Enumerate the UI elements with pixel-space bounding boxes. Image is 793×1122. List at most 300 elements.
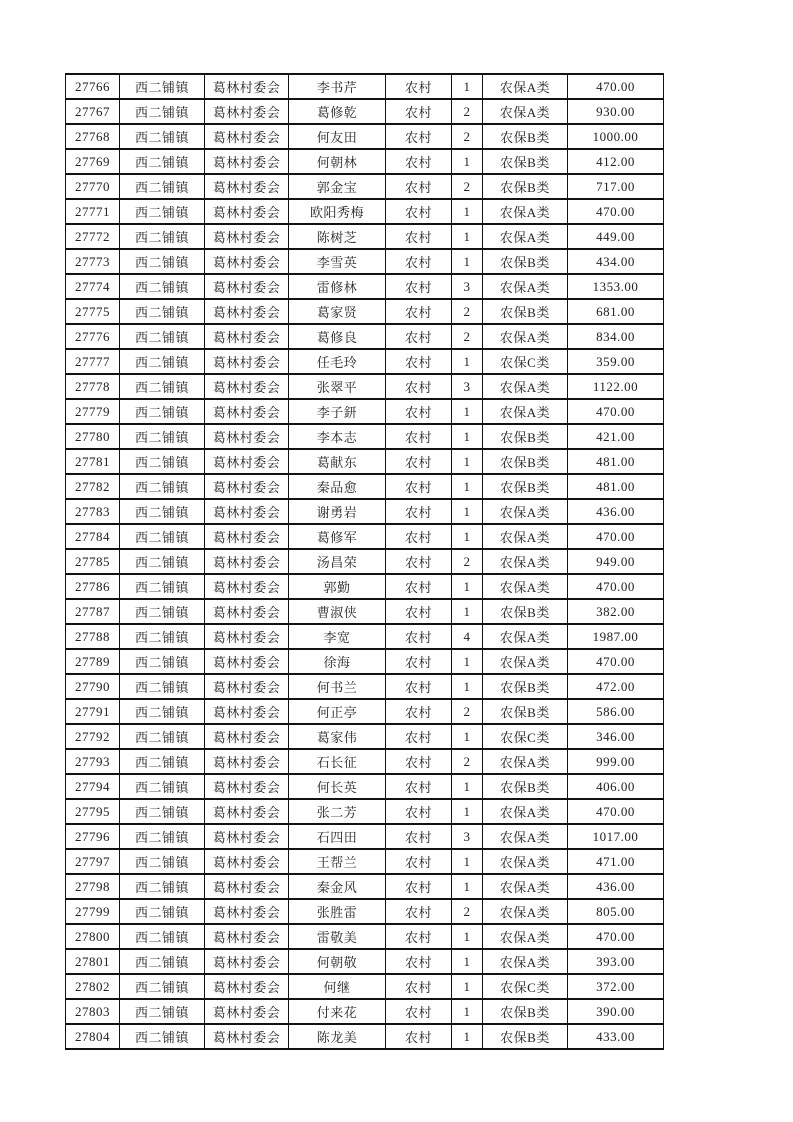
- table-row: [66, 449, 664, 474]
- table-row: [66, 174, 664, 199]
- cell-residence-type: 农村: [386, 874, 452, 899]
- cell-amount: 470.00: [568, 799, 664, 824]
- cell-town: 西二铺镇: [120, 274, 205, 299]
- cell-person-count: 1: [452, 799, 483, 824]
- cell-person-count: 1: [452, 524, 483, 549]
- cell-amount: 346.00: [568, 724, 664, 749]
- cell-insurance-category: 农保A类: [483, 499, 568, 524]
- cell-insurance-category: 农保A类: [483, 824, 568, 849]
- table-row: [66, 899, 664, 924]
- cell-village-committee: 葛林村委会: [205, 374, 289, 399]
- cell-town: 西二铺镇: [120, 549, 205, 574]
- cell-village-committee: 葛林村委会: [205, 649, 289, 674]
- cell-village-committee: 葛林村委会: [205, 299, 289, 324]
- cell-person-name: 郭勤: [289, 574, 386, 599]
- table-body: [66, 74, 664, 1049]
- cell-person-name: 何朝敬: [289, 949, 386, 974]
- cell-person-count: 1: [452, 199, 483, 224]
- cell-amount: 949.00: [568, 549, 664, 574]
- table-row: [66, 724, 664, 749]
- table-row: [66, 674, 664, 699]
- cell-person-name: 石四田: [289, 824, 386, 849]
- cell-village-committee: 葛林村委会: [205, 849, 289, 874]
- cell-residence-type: 农村: [386, 324, 452, 349]
- cell-town: 西二铺镇: [120, 699, 205, 724]
- cell-person-count: 1: [452, 224, 483, 249]
- cell-person-count: 1: [452, 924, 483, 949]
- cell-village-committee: 葛林村委会: [205, 74, 289, 99]
- cell-person-count: 2: [452, 749, 483, 774]
- cell-town: 西二铺镇: [120, 899, 205, 924]
- cell-person-count: 2: [452, 299, 483, 324]
- cell-person-name: 何友田: [289, 124, 386, 149]
- cell-insurance-category: 农保A类: [483, 324, 568, 349]
- cell-village-committee: 葛林村委会: [205, 249, 289, 274]
- cell-town: 西二铺镇: [120, 774, 205, 799]
- cell-amount: 1122.00: [568, 374, 664, 399]
- cell-residence-type: 农村: [386, 949, 452, 974]
- cell-person-name: 张胜雷: [289, 899, 386, 924]
- subsidy-table: [65, 73, 664, 1050]
- cell-amount: 1000.00: [568, 124, 664, 149]
- cell-village-committee: 葛林村委会: [205, 824, 289, 849]
- cell-village-committee: 葛林村委会: [205, 624, 289, 649]
- cell-serial-number: 27795: [66, 799, 120, 824]
- cell-insurance-category: 农保B类: [483, 149, 568, 174]
- cell-insurance-category: 农保B类: [483, 774, 568, 799]
- cell-person-count: 1: [452, 724, 483, 749]
- cell-person-name: 雷敬美: [289, 924, 386, 949]
- cell-village-committee: 葛林村委会: [205, 174, 289, 199]
- cell-person-count: 1: [452, 149, 483, 174]
- cell-village-committee: 葛林村委会: [205, 724, 289, 749]
- table-row: [66, 574, 664, 599]
- cell-insurance-category: 农保C类: [483, 974, 568, 999]
- table-row: [66, 849, 664, 874]
- cell-person-count: 1: [452, 974, 483, 999]
- cell-residence-type: 农村: [386, 749, 452, 774]
- cell-village-committee: 葛林村委会: [205, 899, 289, 924]
- table-row: [66, 699, 664, 724]
- cell-person-count: 1: [452, 474, 483, 499]
- cell-town: 西二铺镇: [120, 449, 205, 474]
- cell-person-name: 张二芳: [289, 799, 386, 824]
- cell-person-name: 任毛玲: [289, 349, 386, 374]
- cell-amount: 1353.00: [568, 274, 664, 299]
- table-row: [66, 224, 664, 249]
- cell-person-count: 1: [452, 499, 483, 524]
- table-row: [66, 124, 664, 149]
- table-row: [66, 99, 664, 124]
- cell-amount: 449.00: [568, 224, 664, 249]
- cell-residence-type: 农村: [386, 699, 452, 724]
- cell-serial-number: 27799: [66, 899, 120, 924]
- cell-residence-type: 农村: [386, 549, 452, 574]
- cell-serial-number: 27781: [66, 449, 120, 474]
- cell-insurance-category: 农保B类: [483, 174, 568, 199]
- cell-town: 西二铺镇: [120, 149, 205, 174]
- cell-residence-type: 农村: [386, 124, 452, 149]
- cell-insurance-category: 农保B类: [483, 599, 568, 624]
- cell-residence-type: 农村: [386, 674, 452, 699]
- table-row: [66, 399, 664, 424]
- cell-person-name: 谢勇岩: [289, 499, 386, 524]
- cell-serial-number: 27792: [66, 724, 120, 749]
- cell-serial-number: 27772: [66, 224, 120, 249]
- cell-village-committee: 葛林村委会: [205, 599, 289, 624]
- cell-amount: 481.00: [568, 449, 664, 474]
- cell-insurance-category: 农保B类: [483, 674, 568, 699]
- table-row: [66, 324, 664, 349]
- cell-insurance-category: 农保B类: [483, 699, 568, 724]
- cell-village-committee: 葛林村委会: [205, 799, 289, 824]
- cell-residence-type: 农村: [386, 774, 452, 799]
- cell-residence-type: 农村: [386, 174, 452, 199]
- cell-town: 西二铺镇: [120, 874, 205, 899]
- cell-person-name: 李子鈃: [289, 399, 386, 424]
- cell-person-count: 2: [452, 324, 483, 349]
- table-row: [66, 349, 664, 374]
- cell-serial-number: 27768: [66, 124, 120, 149]
- cell-residence-type: 农村: [386, 474, 452, 499]
- cell-serial-number: 27783: [66, 499, 120, 524]
- cell-amount: 681.00: [568, 299, 664, 324]
- cell-person-name: 张翠平: [289, 374, 386, 399]
- cell-amount: 1987.00: [568, 624, 664, 649]
- cell-serial-number: 27788: [66, 624, 120, 649]
- cell-insurance-category: 农保A类: [483, 799, 568, 824]
- cell-amount: 470.00: [568, 399, 664, 424]
- cell-person-name: 何正亭: [289, 699, 386, 724]
- cell-person-name: 陈龙美: [289, 1024, 386, 1049]
- cell-residence-type: 农村: [386, 299, 452, 324]
- cell-person-count: 4: [452, 624, 483, 649]
- cell-person-name: 葛修良: [289, 324, 386, 349]
- cell-insurance-category: 农保A类: [483, 874, 568, 899]
- cell-insurance-category: 农保A类: [483, 749, 568, 774]
- cell-insurance-category: 农保A类: [483, 274, 568, 299]
- table-row: [66, 1024, 664, 1049]
- table-row: [66, 199, 664, 224]
- cell-town: 西二铺镇: [120, 399, 205, 424]
- cell-serial-number: 27775: [66, 299, 120, 324]
- cell-village-committee: 葛林村委会: [205, 149, 289, 174]
- cell-serial-number: 27774: [66, 274, 120, 299]
- cell-serial-number: 27789: [66, 649, 120, 674]
- table-row: [66, 924, 664, 949]
- cell-serial-number: 27800: [66, 924, 120, 949]
- cell-residence-type: 农村: [386, 899, 452, 924]
- cell-town: 西二铺镇: [120, 624, 205, 649]
- cell-residence-type: 农村: [386, 449, 452, 474]
- table-row: [66, 249, 664, 274]
- cell-village-committee: 葛林村委会: [205, 324, 289, 349]
- cell-residence-type: 农村: [386, 374, 452, 399]
- cell-village-committee: 葛林村委会: [205, 974, 289, 999]
- cell-residence-type: 农村: [386, 724, 452, 749]
- cell-serial-number: 27793: [66, 749, 120, 774]
- cell-village-committee: 葛林村委会: [205, 499, 289, 524]
- cell-amount: 586.00: [568, 699, 664, 724]
- cell-serial-number: 27767: [66, 99, 120, 124]
- cell-amount: 406.00: [568, 774, 664, 799]
- cell-residence-type: 农村: [386, 499, 452, 524]
- cell-insurance-category: 农保A类: [483, 624, 568, 649]
- cell-amount: 434.00: [568, 249, 664, 274]
- cell-insurance-category: 农保A类: [483, 574, 568, 599]
- cell-amount: 930.00: [568, 99, 664, 124]
- cell-insurance-category: 农保A类: [483, 949, 568, 974]
- cell-village-committee: 葛林村委会: [205, 124, 289, 149]
- cell-insurance-category: 农保B类: [483, 299, 568, 324]
- table-row: [66, 374, 664, 399]
- cell-person-name: 石长征: [289, 749, 386, 774]
- table-row: [66, 499, 664, 524]
- cell-serial-number: 27796: [66, 824, 120, 849]
- table-row: [66, 424, 664, 449]
- cell-residence-type: 农村: [386, 649, 452, 674]
- cell-serial-number: 27803: [66, 999, 120, 1024]
- cell-town: 西二铺镇: [120, 599, 205, 624]
- cell-amount: 805.00: [568, 899, 664, 924]
- cell-person-name: 李宽: [289, 624, 386, 649]
- cell-serial-number: 27776: [66, 324, 120, 349]
- cell-serial-number: 27780: [66, 424, 120, 449]
- cell-person-name: 李雪英: [289, 249, 386, 274]
- cell-person-name: 李本志: [289, 424, 386, 449]
- cell-person-name: 葛家伟: [289, 724, 386, 749]
- cell-residence-type: 农村: [386, 424, 452, 449]
- cell-insurance-category: 农保A类: [483, 924, 568, 949]
- cell-residence-type: 农村: [386, 924, 452, 949]
- cell-person-name: 何长英: [289, 774, 386, 799]
- cell-person-count: 1: [452, 849, 483, 874]
- table-row: [66, 949, 664, 974]
- cell-person-name: 徐海: [289, 649, 386, 674]
- cell-person-count: 3: [452, 274, 483, 299]
- cell-town: 西二铺镇: [120, 324, 205, 349]
- cell-amount: 471.00: [568, 849, 664, 874]
- cell-insurance-category: 农保B类: [483, 424, 568, 449]
- cell-person-name: 陈树芝: [289, 224, 386, 249]
- table-row: [66, 599, 664, 624]
- cell-insurance-category: 农保A类: [483, 99, 568, 124]
- cell-town: 西二铺镇: [120, 924, 205, 949]
- table-row: [66, 999, 664, 1024]
- cell-village-committee: 葛林村委会: [205, 349, 289, 374]
- cell-person-count: 1: [452, 874, 483, 899]
- cell-residence-type: 农村: [386, 224, 452, 249]
- cell-amount: 1017.00: [568, 824, 664, 849]
- cell-village-committee: 葛林村委会: [205, 949, 289, 974]
- cell-residence-type: 农村: [386, 824, 452, 849]
- cell-serial-number: 27785: [66, 549, 120, 574]
- cell-serial-number: 27791: [66, 699, 120, 724]
- cell-insurance-category: 农保A类: [483, 74, 568, 99]
- cell-person-count: 1: [452, 599, 483, 624]
- cell-residence-type: 农村: [386, 524, 452, 549]
- cell-amount: 390.00: [568, 999, 664, 1024]
- cell-village-committee: 葛林村委会: [205, 999, 289, 1024]
- cell-person-name: 郭金宝: [289, 174, 386, 199]
- cell-village-committee: 葛林村委会: [205, 274, 289, 299]
- table-row: [66, 799, 664, 824]
- cell-person-name: 汤昌荣: [289, 549, 386, 574]
- cell-town: 西二铺镇: [120, 799, 205, 824]
- cell-person-count: 1: [452, 399, 483, 424]
- cell-residence-type: 农村: [386, 1024, 452, 1049]
- cell-residence-type: 农村: [386, 149, 452, 174]
- cell-town: 西二铺镇: [120, 1024, 205, 1049]
- cell-residence-type: 农村: [386, 599, 452, 624]
- cell-town: 西二铺镇: [120, 724, 205, 749]
- cell-insurance-category: 农保B类: [483, 124, 568, 149]
- cell-person-count: 1: [452, 1024, 483, 1049]
- cell-serial-number: 27798: [66, 874, 120, 899]
- cell-serial-number: 27777: [66, 349, 120, 374]
- cell-person-name: 葛献东: [289, 449, 386, 474]
- cell-village-committee: 葛林村委会: [205, 699, 289, 724]
- cell-village-committee: 葛林村委会: [205, 224, 289, 249]
- cell-insurance-category: 农保A类: [483, 224, 568, 249]
- cell-residence-type: 农村: [386, 799, 452, 824]
- cell-person-count: 1: [452, 999, 483, 1024]
- cell-serial-number: 27794: [66, 774, 120, 799]
- cell-residence-type: 农村: [386, 624, 452, 649]
- cell-insurance-category: 农保A类: [483, 849, 568, 874]
- cell-amount: 470.00: [568, 199, 664, 224]
- cell-person-count: 1: [452, 649, 483, 674]
- cell-person-count: 1: [452, 949, 483, 974]
- cell-amount: 834.00: [568, 324, 664, 349]
- cell-serial-number: 27801: [66, 949, 120, 974]
- cell-person-name: 何朝林: [289, 149, 386, 174]
- cell-village-committee: 葛林村委会: [205, 574, 289, 599]
- cell-village-committee: 葛林村委会: [205, 199, 289, 224]
- cell-residence-type: 农村: [386, 74, 452, 99]
- cell-village-committee: 葛林村委会: [205, 449, 289, 474]
- cell-person-name: 葛修军: [289, 524, 386, 549]
- cell-amount: 421.00: [568, 424, 664, 449]
- cell-insurance-category: 农保A类: [483, 549, 568, 574]
- cell-town: 西二铺镇: [120, 999, 205, 1024]
- cell-amount: 412.00: [568, 149, 664, 174]
- cell-person-count: 3: [452, 824, 483, 849]
- cell-person-count: 2: [452, 899, 483, 924]
- cell-serial-number: 27782: [66, 474, 120, 499]
- table-row: [66, 299, 664, 324]
- cell-person-count: 3: [452, 374, 483, 399]
- cell-insurance-category: 农保A类: [483, 199, 568, 224]
- cell-serial-number: 27770: [66, 174, 120, 199]
- cell-insurance-category: 农保B类: [483, 449, 568, 474]
- cell-residence-type: 农村: [386, 249, 452, 274]
- cell-serial-number: 27778: [66, 374, 120, 399]
- table-row: [66, 74, 664, 99]
- cell-amount: 470.00: [568, 524, 664, 549]
- cell-person-name: 曹淑侠: [289, 599, 386, 624]
- cell-amount: 472.00: [568, 674, 664, 699]
- cell-amount: 359.00: [568, 349, 664, 374]
- cell-person-count: 2: [452, 699, 483, 724]
- cell-amount: 436.00: [568, 874, 664, 899]
- cell-town: 西二铺镇: [120, 299, 205, 324]
- cell-insurance-category: 农保A类: [483, 374, 568, 399]
- cell-residence-type: 农村: [386, 199, 452, 224]
- cell-person-name: 何继: [289, 974, 386, 999]
- cell-amount: 382.00: [568, 599, 664, 624]
- cell-serial-number: 27802: [66, 974, 120, 999]
- cell-residence-type: 农村: [386, 849, 452, 874]
- cell-amount: 999.00: [568, 749, 664, 774]
- cell-residence-type: 农村: [386, 574, 452, 599]
- cell-person-count: 1: [452, 774, 483, 799]
- cell-amount: 393.00: [568, 949, 664, 974]
- cell-town: 西二铺镇: [120, 174, 205, 199]
- cell-person-count: 2: [452, 549, 483, 574]
- cell-amount: 717.00: [568, 174, 664, 199]
- cell-serial-number: 27769: [66, 149, 120, 174]
- cell-town: 西二铺镇: [120, 124, 205, 149]
- cell-serial-number: 27797: [66, 849, 120, 874]
- cell-town: 西二铺镇: [120, 499, 205, 524]
- cell-person-count: 2: [452, 174, 483, 199]
- cell-village-committee: 葛林村委会: [205, 674, 289, 699]
- cell-village-committee: 葛林村委会: [205, 99, 289, 124]
- cell-amount: 470.00: [568, 574, 664, 599]
- table-row: [66, 824, 664, 849]
- cell-village-committee: 葛林村委会: [205, 424, 289, 449]
- cell-amount: 470.00: [568, 924, 664, 949]
- cell-village-committee: 葛林村委会: [205, 749, 289, 774]
- table-row: [66, 474, 664, 499]
- cell-town: 西二铺镇: [120, 574, 205, 599]
- cell-person-name: 欧阳秀梅: [289, 199, 386, 224]
- cell-person-count: 2: [452, 99, 483, 124]
- cell-town: 西二铺镇: [120, 674, 205, 699]
- cell-person-count: 1: [452, 574, 483, 599]
- cell-insurance-category: 农保A类: [483, 899, 568, 924]
- cell-insurance-category: 农保A类: [483, 399, 568, 424]
- cell-person-count: 1: [452, 74, 483, 99]
- cell-town: 西二铺镇: [120, 849, 205, 874]
- cell-village-committee: 葛林村委会: [205, 774, 289, 799]
- cell-amount: 433.00: [568, 1024, 664, 1049]
- cell-amount: 372.00: [568, 974, 664, 999]
- cell-person-name: 秦品愈: [289, 474, 386, 499]
- cell-town: 西二铺镇: [120, 99, 205, 124]
- cell-town: 西二铺镇: [120, 349, 205, 374]
- table-row: [66, 774, 664, 799]
- cell-town: 西二铺镇: [120, 524, 205, 549]
- cell-town: 西二铺镇: [120, 249, 205, 274]
- table-row: [66, 549, 664, 574]
- cell-town: 西二铺镇: [120, 949, 205, 974]
- cell-insurance-category: 农保A类: [483, 524, 568, 549]
- cell-person-count: 1: [452, 349, 483, 374]
- cell-town: 西二铺镇: [120, 974, 205, 999]
- table-row: [66, 649, 664, 674]
- table-row: [66, 624, 664, 649]
- cell-serial-number: 27771: [66, 199, 120, 224]
- cell-insurance-category: 农保B类: [483, 474, 568, 499]
- cell-town: 西二铺镇: [120, 374, 205, 399]
- cell-person-name: 葛家贤: [289, 299, 386, 324]
- cell-serial-number: 27804: [66, 1024, 120, 1049]
- cell-town: 西二铺镇: [120, 474, 205, 499]
- cell-person-name: 李书芹: [289, 74, 386, 99]
- cell-town: 西二铺镇: [120, 749, 205, 774]
